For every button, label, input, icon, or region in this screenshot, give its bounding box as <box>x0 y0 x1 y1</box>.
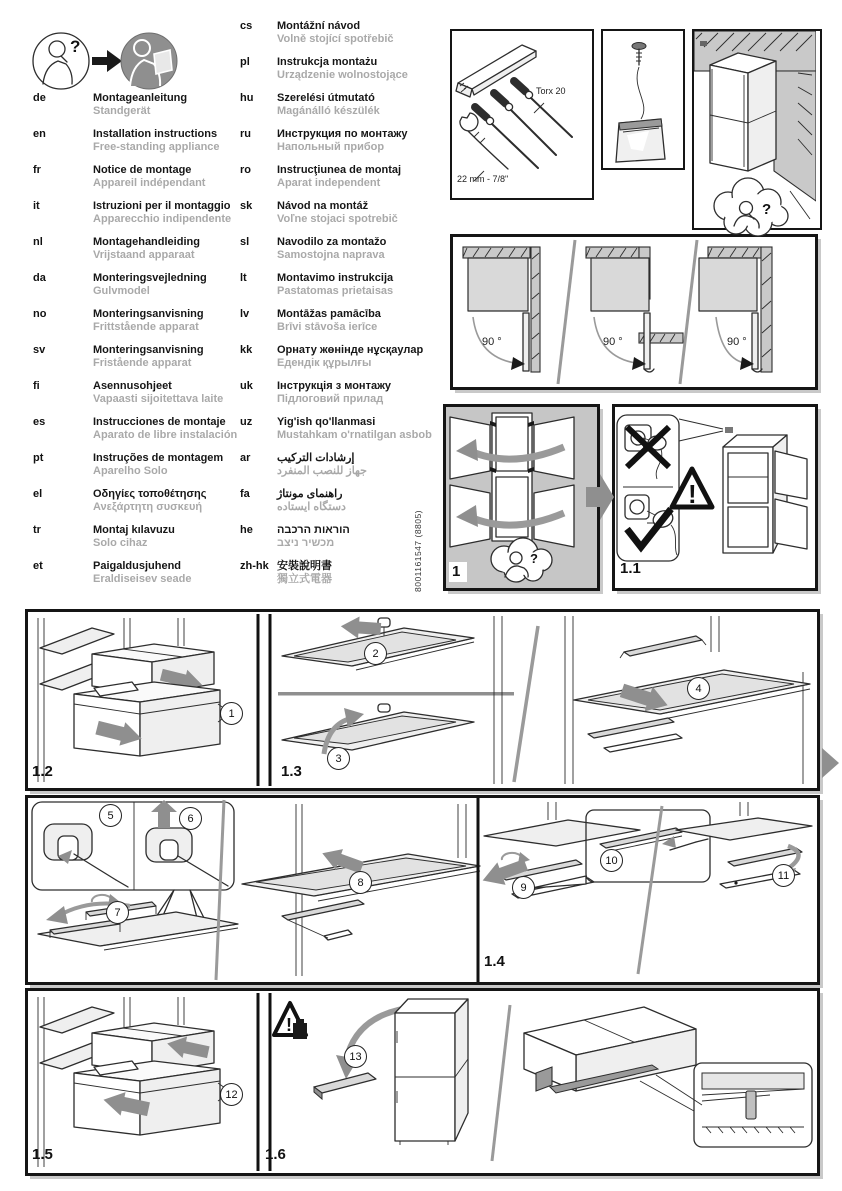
lang-code: pt <box>33 452 44 464</box>
wrench-size-label: 22 mm - 7/8" <box>457 174 509 184</box>
door-angle-box <box>450 234 818 390</box>
lang-title: Szerelési útmutató <box>277 92 375 104</box>
tools-illustration <box>452 31 588 194</box>
question-mark: ? <box>762 201 772 218</box>
language-entry <box>240 344 432 380</box>
step-7-badge: 7 <box>106 901 129 924</box>
lang-code: zh-hk <box>240 560 269 572</box>
wall-plug-icon <box>725 427 733 433</box>
step-12-badge: 12 <box>220 1083 243 1106</box>
language-entry <box>240 200 432 236</box>
read-manual-pictogram <box>28 26 178 96</box>
language-entry <box>33 200 237 236</box>
lang-title: إرشادات التركيب <box>277 452 355 464</box>
lang-code: uk <box>240 380 253 392</box>
lang-title: Montageanleitung <box>93 92 188 104</box>
language-entry <box>240 308 432 344</box>
language-entry <box>33 416 237 452</box>
lang-title: Οδηγίες τοποθέτησης <box>93 488 207 500</box>
language-entry <box>240 272 432 308</box>
angle-90-label: 90 ° <box>603 336 623 348</box>
document-number: 8001161547 (8805) <box>413 509 423 592</box>
lang-code: et <box>33 560 43 572</box>
language-entry <box>33 380 237 416</box>
lang-title: Instrukcja montażu <box>277 56 378 68</box>
lang-title: Návod na montáž <box>277 200 369 212</box>
thought-bubble <box>491 538 552 582</box>
lang-title: Navodilo za montažo <box>277 236 387 248</box>
lang-subtitle: Apparecchio indipendente <box>93 213 232 225</box>
language-entry <box>240 128 432 164</box>
lang-code: ar <box>240 452 251 464</box>
lang-title: Monteringsanvisning <box>93 344 204 356</box>
power-warning-illustration <box>615 407 815 588</box>
step-5-badge: 5 <box>99 804 122 827</box>
book-icon <box>154 50 172 74</box>
angle-90-label: 90 ° <box>482 336 502 348</box>
lang-subtitle: Eraldiseisev seade <box>93 573 192 585</box>
lang-title: Instruções de montagem <box>93 452 224 464</box>
exclamation-mark: ! <box>286 1015 292 1035</box>
language-entry <box>240 380 432 416</box>
panel-1-1 <box>612 404 818 591</box>
lang-code: da <box>33 272 46 284</box>
panel-1-2-label: 1.2 <box>32 763 53 780</box>
lang-subtitle: Magánálló készülék <box>277 105 380 117</box>
lang-title: Monteringsvejledning <box>93 272 207 284</box>
lang-subtitle: Free-standing appliance <box>93 141 220 153</box>
language-entry <box>33 560 237 596</box>
arrow-icon <box>92 50 122 72</box>
lang-code: ru <box>240 128 251 140</box>
lang-title: Notice de montage <box>93 164 192 176</box>
lang-subtitle: Standgerät <box>93 105 151 117</box>
row-panels-rails-14 <box>25 795 820 985</box>
language-list-middle <box>240 20 432 596</box>
language-entry <box>240 164 432 200</box>
language-entry <box>33 164 237 200</box>
lang-code: es <box>33 416 46 428</box>
reinstall-transport-illustration <box>28 991 817 1173</box>
row-panels-12-13 <box>25 609 820 791</box>
lang-title: 安裝說明書 <box>277 560 332 572</box>
shelf-removal-illustration <box>28 612 817 788</box>
lang-subtitle: Frittstående apparat <box>93 321 199 333</box>
language-entry <box>240 488 432 524</box>
question-mark: ? <box>530 551 538 566</box>
lang-title: Инструкция по монтажу <box>277 128 408 140</box>
lang-code: sl <box>240 236 250 248</box>
language-entry <box>240 20 432 56</box>
lang-subtitle: Fristående apparat <box>93 357 192 369</box>
lang-code: el <box>33 488 43 500</box>
step-9-badge: 9 <box>512 876 535 899</box>
door-reversal-illustration <box>446 407 597 588</box>
lang-code: en <box>33 128 46 140</box>
lang-title: Montavimo instrukcija <box>277 272 394 284</box>
lang-title: Yig'ish qo'llanmasi <box>277 416 376 428</box>
lang-subtitle: Pastatomas prietaisas <box>277 285 394 297</box>
language-entry <box>33 344 237 380</box>
lang-code: pl <box>240 56 250 68</box>
language-entry <box>33 524 237 560</box>
lang-code: sk <box>240 200 253 212</box>
step-11-badge: 11 <box>772 864 795 887</box>
lang-title: Montážní návod <box>277 20 361 32</box>
language-entry <box>240 236 432 272</box>
wrench-icon <box>460 113 478 131</box>
lang-subtitle: Aparat independent <box>277 177 381 189</box>
lang-title: Montagehandleiding <box>93 236 200 248</box>
lang-subtitle: Напольный прибор <box>277 141 385 153</box>
lang-title: Paigaldusjuhend <box>93 560 182 572</box>
lang-title: Instrucciones de montaje <box>93 416 226 428</box>
lang-subtitle: Gulvmodel <box>93 285 150 297</box>
lang-title: Інструкція з монтажу <box>277 380 391 392</box>
lang-subtitle: جهاز للنصب المنفرد <box>277 465 367 477</box>
step-6-badge: 6 <box>179 807 202 830</box>
step-8-badge: 8 <box>349 871 372 894</box>
lang-code: fr <box>33 164 41 176</box>
lang-title: Monteringsanvisning <box>93 308 204 320</box>
language-entry <box>33 92 237 128</box>
lang-subtitle: Aparelho Solo <box>93 465 168 477</box>
language-entry <box>33 308 237 344</box>
lang-title: Instrucţiunea de montaj <box>277 164 402 176</box>
lang-subtitle: Vapaasti sijoitettava laite <box>93 393 224 405</box>
lang-subtitle: מכשיר ניצב <box>277 537 335 549</box>
lang-code: sv <box>33 344 46 356</box>
lang-subtitle: Mustahkam o'rnatilgan asbob <box>277 429 432 441</box>
language-entry <box>33 236 237 272</box>
panel-1-1-label: 1.1 <box>620 560 641 577</box>
lang-code: nl <box>33 236 43 248</box>
language-entry <box>33 272 237 308</box>
step-4-badge: 4 <box>687 677 710 700</box>
step-13-badge: 13 <box>344 1045 367 1068</box>
language-entry <box>33 128 237 164</box>
lang-title: Montaj kılavuzu <box>93 524 175 536</box>
step-1-badge: 1 <box>220 702 243 725</box>
language-entry <box>240 56 432 92</box>
lang-subtitle: دستگاه ایستاده <box>277 501 346 513</box>
lang-title: Montāžas pamācība <box>277 308 381 320</box>
lang-subtitle: Samostojna naprava <box>277 249 385 261</box>
lang-code: de <box>33 92 46 104</box>
language-entry <box>33 452 237 488</box>
lang-title: הוראות הרכבה <box>277 524 350 536</box>
lang-subtitle: 獨立式電器 <box>277 573 332 585</box>
lang-subtitle: Brīvi stāvoša ierīce <box>277 321 378 333</box>
lang-subtitle: Aparato de libre instalación <box>93 429 238 441</box>
language-entry <box>33 488 237 524</box>
lang-subtitle: Urządzenie wolnostojące <box>277 69 408 81</box>
screw-bag-illustration <box>603 31 679 164</box>
language-entry <box>240 416 432 452</box>
next-step-arrow-icon <box>586 474 614 520</box>
screw-bag-box <box>601 29 685 170</box>
lang-subtitle: Volně stojící spotřebič <box>277 33 394 45</box>
door-angle-illustration <box>453 237 815 387</box>
lang-code: cs <box>240 20 253 32</box>
panel-1-6-label: 1.6 <box>265 1146 286 1163</box>
lang-title: Asennusohjeet <box>93 380 172 392</box>
language-entry <box>240 524 432 560</box>
lang-subtitle: Appareil indépendant <box>93 177 206 189</box>
lang-title: راهنمای مونتاژ <box>277 488 343 500</box>
lang-subtitle: Vrijstaand apparaat <box>93 249 195 261</box>
language-entry <box>240 560 432 596</box>
step-3-badge: 3 <box>327 747 350 770</box>
language-entry <box>240 92 432 128</box>
lang-title: Орнату жөнінде нұсқаулар <box>277 344 424 356</box>
lang-code: no <box>33 308 47 320</box>
lang-code: fi <box>33 380 40 392</box>
lang-code: kk <box>240 344 253 356</box>
panel-1-5-label: 1.5 <box>32 1146 53 1163</box>
row-panels-15-16 <box>25 988 820 1176</box>
panel-1-label: 1 <box>449 562 467 582</box>
lang-code: he <box>240 524 253 536</box>
lang-subtitle: Підлоговий прилад <box>277 393 384 405</box>
lang-code: lt <box>240 272 247 284</box>
lang-title: Istruzioni per il montaggio <box>93 200 231 212</box>
rail-transfer-illustration <box>28 798 817 982</box>
panel-1-3-label: 1.3 <box>281 763 302 780</box>
exclamation-mark: ! <box>688 479 697 509</box>
step-2-badge: 2 <box>364 642 387 665</box>
question-mark: ? <box>70 37 81 56</box>
lang-subtitle: Едендік құрылғы <box>277 357 372 369</box>
lang-code: ro <box>240 164 251 176</box>
panel-1-4-label: 1.4 <box>484 953 505 970</box>
lang-code: fa <box>240 488 250 500</box>
lang-code: hu <box>240 92 254 104</box>
step-10-badge: 10 <box>600 849 623 872</box>
lang-subtitle: Ανεξάρτητη συσκευή <box>93 501 203 513</box>
lang-code: it <box>33 200 40 212</box>
lang-code: uz <box>240 416 253 428</box>
wall-plug-icon <box>700 41 707 46</box>
thought-bubble <box>700 168 800 243</box>
lang-subtitle: Solo cihaz <box>93 537 148 549</box>
page-continue-arrow-icon <box>822 748 840 778</box>
torx-label: Torx 20 <box>536 86 566 96</box>
angle-90-label: 90 ° <box>727 336 747 348</box>
lang-code: lv <box>240 308 250 320</box>
lang-title: Installation instructions <box>93 128 218 140</box>
language-entry <box>240 452 432 488</box>
lang-code: tr <box>33 524 41 536</box>
language-list-left <box>33 92 237 596</box>
lang-subtitle: Voľne stojaci spotrebič <box>277 213 398 225</box>
